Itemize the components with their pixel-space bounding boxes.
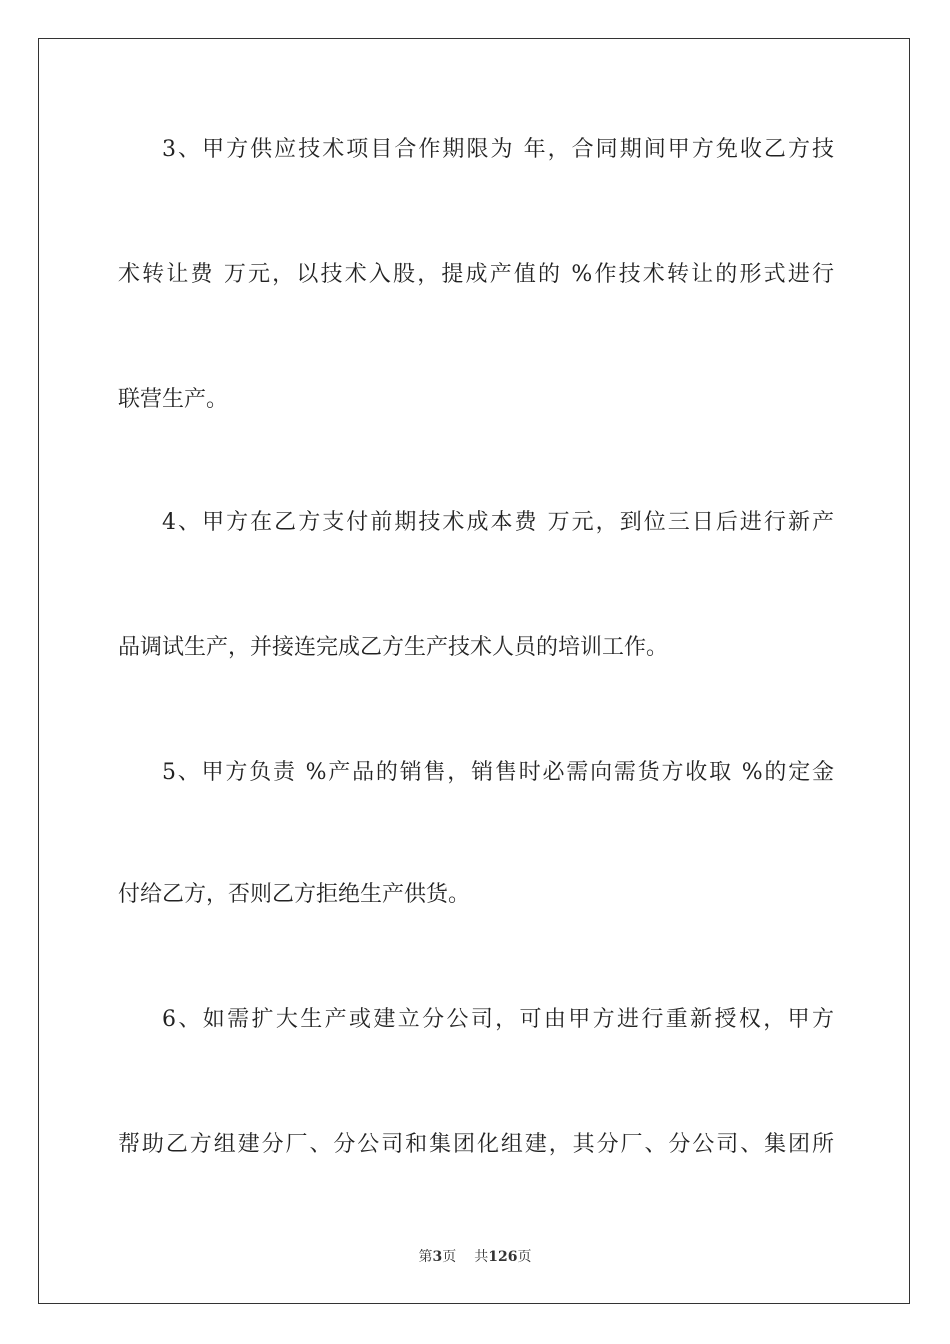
- paragraph-3-line-1: 3、甲方供应技术项目合作期限为 年，合同期间甲方免收乙方技: [162, 137, 834, 162]
- footer-page-prefix: 第: [418, 1249, 433, 1265]
- paragraph-5-line-1: 5、甲方负责 %产品的销售，销售时必需向需货方收取 %的定金: [162, 760, 834, 785]
- footer-page-number: 3: [432, 1249, 443, 1265]
- footer-total-pages: 126: [488, 1249, 518, 1265]
- footer-total-prefix: 共: [474, 1249, 489, 1265]
- paragraph-3-line-3: 联营生产。: [118, 387, 229, 412]
- paragraph-6-line-1: 6、如需扩大生产或建立分公司，可由甲方进行重新授权，甲方: [162, 1007, 834, 1032]
- paragraph-6-line-2: 帮助乙方组建分厂、分公司和集团化组建，其分厂、分公司、集团所: [118, 1132, 834, 1157]
- paragraph-4-line-2: 品调试生产，并接连完成乙方生产技术人员的培训工作。: [118, 635, 669, 660]
- footer-page-suffix: 页: [442, 1249, 457, 1265]
- page-border: [38, 38, 910, 1304]
- paragraph-4-line-1: 4、甲方在乙方支付前期技术成本费 万元，到位三日后进行新产: [162, 510, 834, 535]
- paragraph-5-line-2: 付给乙方，否则乙方拒绝生产供货。: [118, 882, 471, 907]
- page-footer: [0, 1246, 950, 1266]
- footer-total-suffix: 页: [517, 1249, 532, 1265]
- paragraph-3-line-2: 术转让费 万元，以技术入股，提成产值的 %作技术转让的形式进行: [118, 262, 834, 287]
